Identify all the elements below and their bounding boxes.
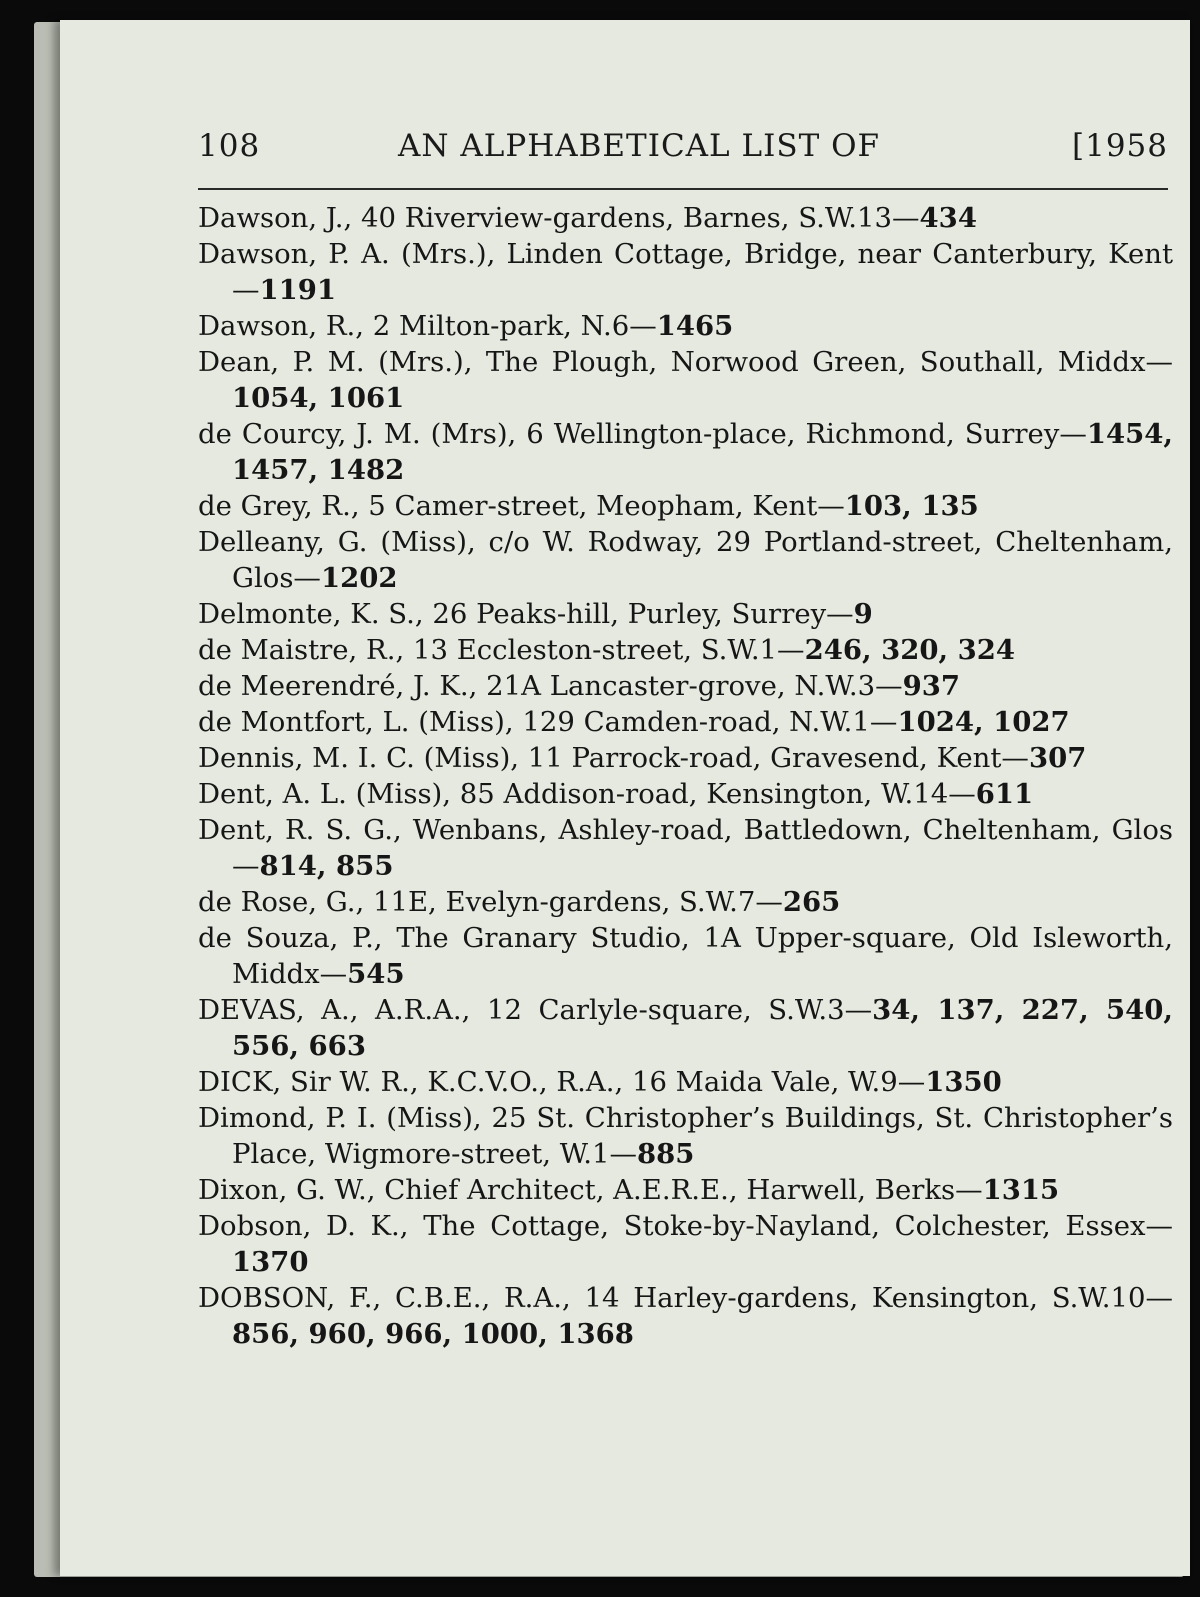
entry-text: Dent, R. S. G., Wenbans, Ashley-road, Battledown, Cheltenham, Glos— [198, 814, 1173, 882]
entry-catalogue-numbers: 1465 [656, 310, 734, 342]
entry-text: Dawson, J., 40 Riverview-gardens, Barnes, S.W.13— [198, 202, 920, 234]
entry-text: de Rose, G., 11E, Evelyn-gardens, S.W.7— [198, 886, 783, 918]
entry-text: de Montfort, L. (Miss), 129 Camden-road, N.W.1— [198, 706, 898, 738]
list-item [198, 632, 1173, 668]
entry-list [198, 200, 1173, 1352]
entry-catalogue-numbers: 307 [1028, 742, 1087, 774]
list-item [198, 740, 1173, 776]
entry-text: Dawson, R., 2 Milton-park, N.6— [198, 310, 657, 342]
entry-text: Dobson, D. K., The Cottage, Stoke-by-Nayland, Colchester, Essex— [198, 1210, 1173, 1242]
entry-text: Dawson, P. A. (Mrs.), Linden Cottage, Bridge, near Canterbury, Kent— [198, 238, 1173, 306]
list-item [198, 416, 1173, 488]
list-item [198, 1064, 1173, 1100]
running-title: AN ALPHABETICAL LIST OF [398, 128, 881, 164]
list-item [198, 524, 1173, 596]
list-item [198, 776, 1173, 812]
list-item [198, 704, 1173, 740]
list-item [198, 488, 1173, 524]
list-item [198, 884, 1173, 920]
list-item [198, 992, 1173, 1064]
entry-text: Delleany, G. (Miss), c/o W. Rodway, 29 Portland-street, Cheltenham, Glos— [198, 526, 1173, 594]
list-item [198, 344, 1173, 416]
entry-catalogue-numbers: 246, 320, 324 [804, 634, 1016, 666]
list-item [198, 1172, 1173, 1208]
list-item [198, 1280, 1173, 1352]
entry-text: de Grey, R., 5 Camer-street, Meopham, Kent— [198, 490, 845, 522]
entry-catalogue-numbers: 937 [902, 670, 960, 702]
entry-catalogue-numbers: 611 [975, 778, 1034, 810]
entry-text: Dean, P. M. (Mrs.), The Plough, Norwood Green, Southall, Middx— [198, 346, 1173, 378]
entry-text: de Maistre, R., 13 Eccleston-street, S.W.1— [198, 634, 805, 666]
entry-catalogue-numbers: 1315 [982, 1174, 1060, 1206]
list-item [198, 1208, 1173, 1280]
entry-catalogue-numbers: 885 [636, 1138, 695, 1170]
entry-catalogue-numbers: 545 [347, 958, 405, 990]
entry-catalogue-numbers: 1024, 1027 [897, 706, 1070, 738]
entry-catalogue-numbers: 856, 960, 966, 1000, 1368 [232, 1318, 634, 1350]
entry-catalogue-numbers: 1370 [232, 1246, 309, 1278]
header-rule [198, 188, 1168, 190]
entry-text: DICK, Sir W. R., K.C.V.O., R.A., 16 Maida Vale, W.9— [198, 1066, 926, 1098]
entry-text: DOBSON, F., C.B.E., R.A., 14 Harley-gardens, Kensington, S.W.10— [198, 1282, 1173, 1314]
entry-catalogue-numbers: 1202 [320, 562, 398, 594]
entry-text: de Souza, P., The Granary Studio, 1A Upper-square, Old Isleworth, Middx— [198, 922, 1173, 990]
entry-text: DEVAS, A., A.R.A., 12 Carlyle-square, S.W.3— [198, 994, 873, 1026]
page-header [198, 128, 1168, 178]
year-label: [1958 [1072, 128, 1168, 164]
list-item [198, 1100, 1173, 1172]
entry-catalogue-numbers: 1350 [925, 1066, 1002, 1098]
list-item [198, 308, 1173, 344]
entry-catalogue-numbers: 814, 855 [259, 850, 394, 882]
entry-catalogue-numbers: 265 [782, 886, 841, 918]
entry-catalogue-numbers: 434 [919, 202, 977, 234]
list-item [198, 812, 1173, 884]
entry-text: Dixon, G. W., Chief Architect, A.E.R.E., Harwell, Berks— [198, 1174, 983, 1206]
entry-catalogue-numbers: 9 [853, 598, 873, 630]
entry-text: de Courcy, J. M. (Mrs), 6 Wellington-place, Richmond, Surrey— [198, 418, 1087, 450]
entry-text: Dimond, P. I. (Miss), 25 St. Christopher’s Buildings, St. Christopher’s Place, Wigmore-street, W.1— [198, 1102, 1173, 1170]
entry-catalogue-numbers: 1191 [259, 274, 337, 306]
list-item [198, 920, 1173, 992]
entry-text: de Meerendré, J. K., 21A Lancaster-grove, N.W.3— [198, 670, 903, 702]
entry-text: Dennis, M. I. C. (Miss), 11 Parrock-road, Gravesend, Kent— [198, 742, 1029, 774]
list-item [198, 236, 1173, 308]
entry-catalogue-numbers: 34, 137, 227, 540, 556, 663 [232, 994, 1173, 1062]
list-item [198, 596, 1173, 632]
entry-text: Delmonte, K. S., 26 Peaks-hill, Purley, Surrey— [198, 598, 854, 630]
entry-catalogue-numbers: 1054, 1061 [232, 382, 405, 414]
list-item [198, 668, 1173, 704]
entry-catalogue-numbers: 103, 135 [844, 490, 979, 522]
list-item [198, 200, 1173, 236]
page-number: 108 [198, 128, 261, 164]
entry-text: Dent, A. L. (Miss), 85 Addison-road, Kensington, W.14— [198, 778, 976, 810]
entry-catalogue-numbers: 1454, 1457, 1482 [232, 418, 1173, 486]
